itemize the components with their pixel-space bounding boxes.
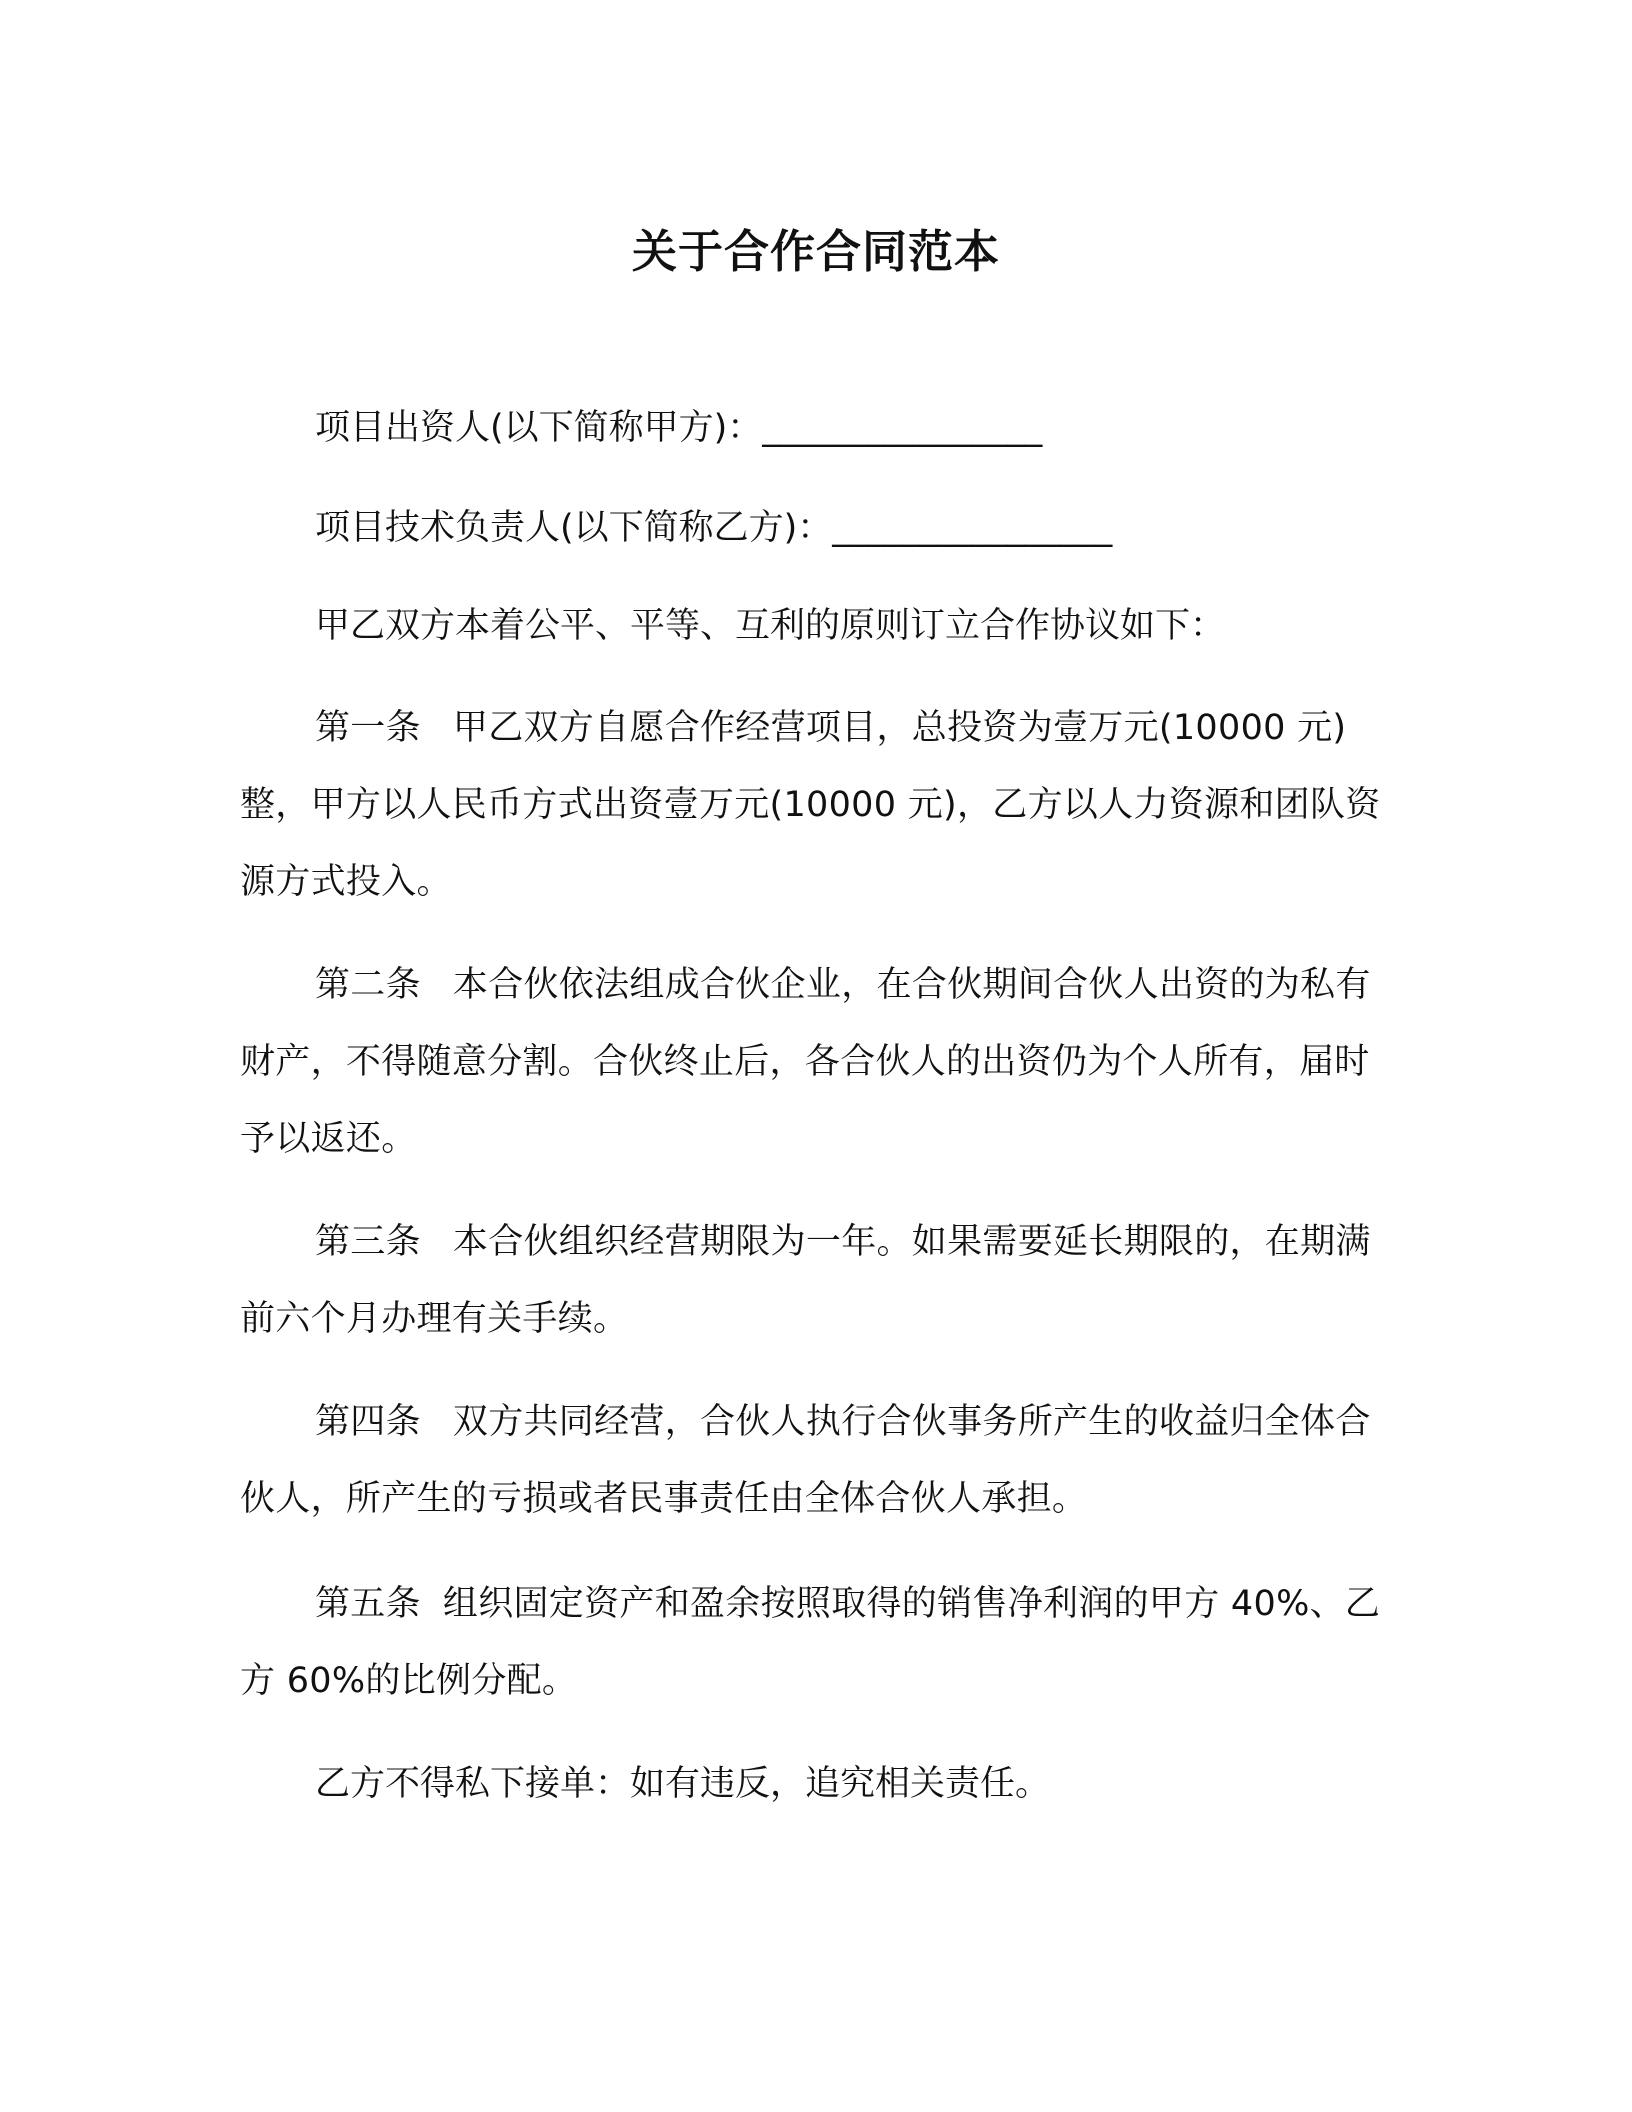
article-2: [240, 947, 1390, 1178]
article-5-label: 第五条: [315, 1584, 421, 1624]
agreement-intro: 甲乙双方本着公平、平等、互利的原则订立合作协议如下：: [315, 606, 1226, 646]
article-3-text: 本合伙组织经营期限为一年。如果需要延长期限的，在期满前六个月办理有关手续。: [240, 1222, 1371, 1339]
party-b-line: 项目技术负责人(以下简称乙方)：________________: [315, 508, 1113, 548]
article-2-label: 第二条: [315, 965, 421, 1005]
article-3: [240, 1204, 1390, 1358]
closing-line: 乙方不得私下接单：如有违反，追究相关责任。: [315, 1764, 1051, 1804]
article-5-text: 组织固定资产和盈余按照取得的销售净利润的甲方 40%、乙方 60%的比例分配。: [240, 1584, 1381, 1701]
article-4: [240, 1384, 1390, 1538]
party-a-line: 项目出资人(以下简称甲方)：________________: [315, 408, 1043, 448]
article-3-label: 第三条: [315, 1222, 421, 1262]
article-1-text: 甲乙双方自愿合作经营项目，总投资为壹万元(10000 元)整，甲方以人民币方式出资壹万元(10000 元)，乙方以人力资源和团队资源方式投入。: [240, 708, 1381, 902]
article-1-label: 第一条: [315, 708, 421, 748]
article-4-label: 第四条: [315, 1402, 421, 1442]
article-4-text: 双方共同经营，合伙人执行合伙事务所产生的收益归全体合伙人，所产生的亏损或者民事责任由全体合伙人承担。: [240, 1402, 1371, 1519]
article-2-text: 本合伙依法组成合伙企业，在合伙期间合伙人出资的为私有财产，不得随意分割。合伙终止后，各合伙人的出资仍为个人所有，届时予以返还。: [240, 965, 1371, 1159]
document-title: 关于合作合同范本: [631, 225, 1000, 278]
article-5: [240, 1566, 1390, 1720]
article-1: [240, 690, 1390, 921]
